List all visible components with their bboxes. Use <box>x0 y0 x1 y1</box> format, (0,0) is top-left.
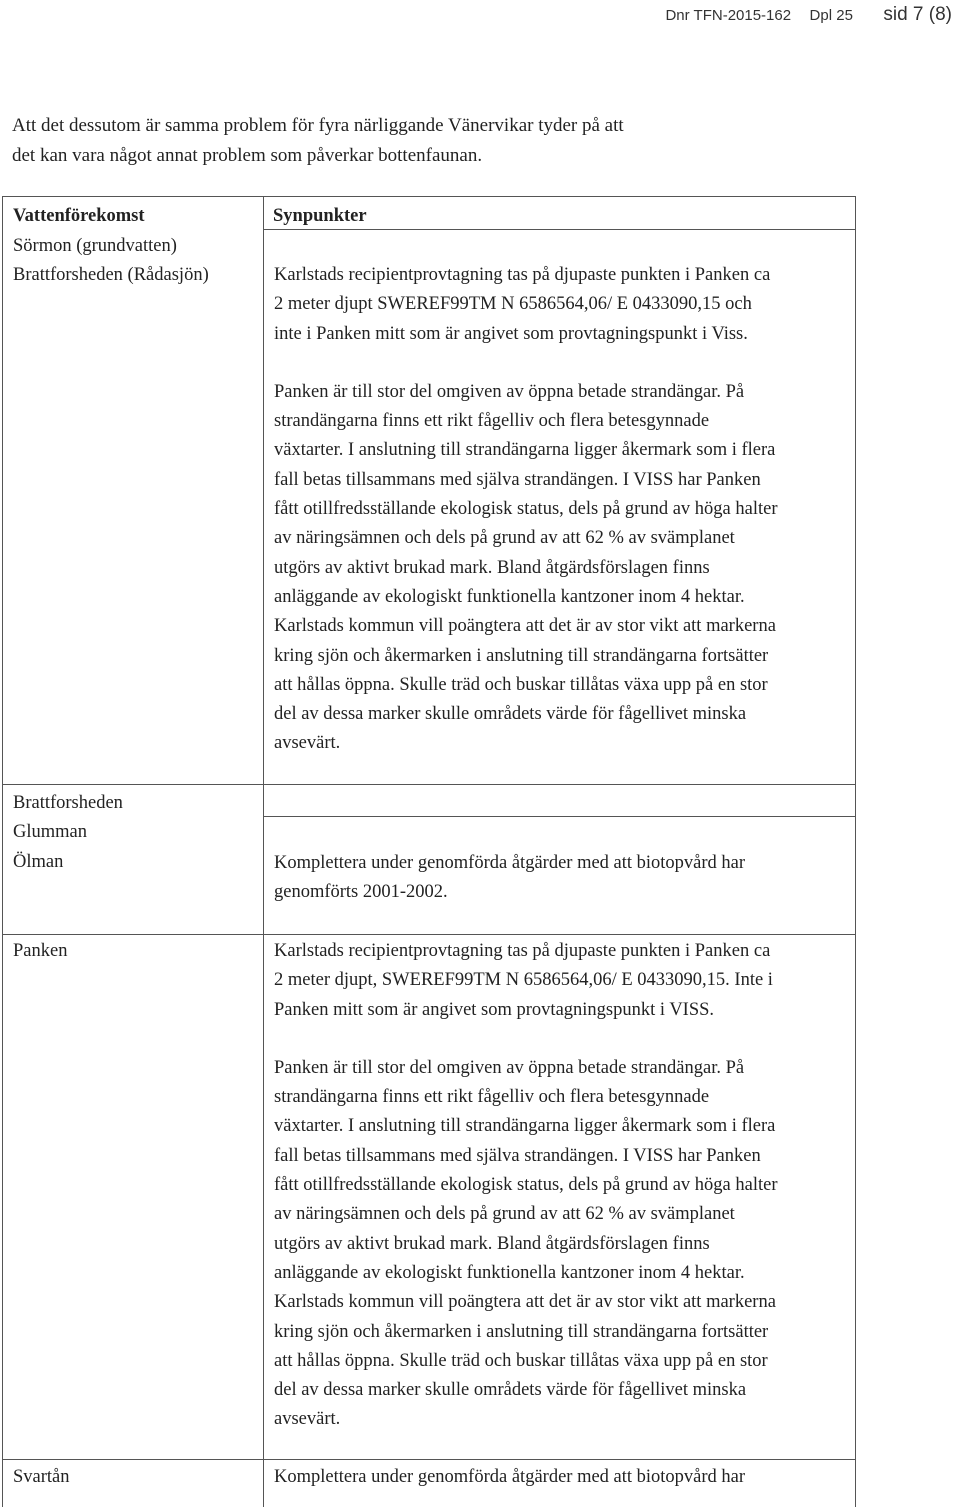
text-line: av näringsämnen och dels på grund av att 62 % av svämplanet <box>274 528 735 549</box>
comment-cell <box>274 849 852 908</box>
column-header-comments: Synpunkter <box>273 206 367 226</box>
water-body-name: Sörmon (grundvatten) <box>13 236 177 256</box>
water-body-name: Glumman <box>13 822 87 843</box>
water-body-cell <box>13 232 257 291</box>
water-body-cell <box>13 789 257 877</box>
text-line: växtarter. I anslutning till strandängarna ligger åkermark som i flera <box>274 440 776 461</box>
page-number: sid 7 (8) <box>883 4 952 25</box>
row-divider <box>263 816 855 817</box>
intro-line: det kan vara något annat problem som påverkar bottenfaunan. <box>12 145 483 166</box>
text-line: del av dessa marker skulle områdets värde för fågellivet minska <box>274 704 747 725</box>
text-line: Karlstads kommun vill poängtera att det är av stor vikt att markerna <box>274 1292 776 1313</box>
comment-cell <box>274 261 852 759</box>
row-divider <box>3 934 855 935</box>
water-body-name: Ölman <box>13 851 64 872</box>
text-line: del av dessa marker skulle områdets värde för fågellivet minska <box>274 1380 747 1401</box>
text-line: inte i Panken mitt som är angivet som provtagningspunkt i Viss. <box>274 323 748 344</box>
comments-table <box>2 196 856 1507</box>
comment-paragraph <box>274 1463 852 1492</box>
text-line: Panken är till stor del omgiven av öppna betade strandängar. På <box>274 1057 745 1078</box>
water-body-name: Svartån <box>13 1467 70 1487</box>
water-body-name: Brattforsheden <box>13 793 123 813</box>
intro-line: Att det dessutom är samma problem för fyra närliggande Vänervikar tyder på att <box>12 115 624 136</box>
text-line: strandängarna finns ett rikt fågelliv och flera betesgynnade <box>274 1087 710 1108</box>
water-body-cell <box>13 1463 257 1492</box>
comment-cell <box>274 937 852 1435</box>
text-line: Karlstads kommun vill poängtera att det är av stor vikt att markerna <box>274 616 776 637</box>
text-line: utgörs av aktivt brukad mark. Bland åtgärdsförslagen finns <box>274 557 710 578</box>
document-section: Dpl 25 <box>809 7 853 24</box>
water-body-name: Panken <box>13 941 68 961</box>
document-number: Dnr TFN-2015-162 <box>665 7 792 24</box>
text-line: Karlstads recipientprovtagning tas på djupaste punkten i Panken ca <box>274 941 771 961</box>
intro-paragraph <box>12 111 812 171</box>
text-line: Panken är till stor del omgiven av öppna betade strandängar. På <box>274 381 745 402</box>
comment-cell <box>274 1463 852 1492</box>
text-line: strandängarna finns ett rikt fågelliv och flera betesgynnade <box>274 411 710 432</box>
text-line: Komplettera under genomförda åtgärder med att biotopvård har <box>274 1467 746 1487</box>
text-line: Komplettera under genomförda åtgärder med att biotopvård har <box>274 853 746 873</box>
text-line: 2 meter djupt, SWEREF99TM N 6586564,06/ E 0433090,15. Inte i <box>274 970 773 991</box>
water-body-name: Brattforsheden (Rådasjön) <box>13 265 209 286</box>
text-line: fall betas tillsammans med själva strandängen. I VISS har Panken <box>274 1145 761 1166</box>
column-divider <box>263 197 264 1507</box>
text-line: av näringsämnen och dels på grund av att 62 % av svämplanet <box>274 1204 735 1225</box>
text-line: utgörs av aktivt brukad mark. Bland åtgärdsförslagen finns <box>274 1233 710 1254</box>
text-line: att hållas öppna. Skulle träd och buskar tillåtas växa upp på en stor <box>274 674 768 695</box>
text-line: Karlstads recipientprovtagning tas på djupaste punkten i Panken ca <box>274 265 771 285</box>
comment-paragraph <box>274 378 852 759</box>
column-header-water-body: Vattenförekomst <box>13 206 145 226</box>
text-line: Panken mitt som är angivet som provtagningspunkt i VISS. <box>274 999 715 1020</box>
text-line: fall betas tillsammans med själva strandängen. I VISS har Panken <box>274 469 761 490</box>
comment-paragraph <box>274 937 852 1025</box>
text-line: anläggande av ekologiskt funktionella kantzoner inom 4 hektar. <box>274 586 745 607</box>
page-header <box>665 4 952 26</box>
text-line: avsevärt. <box>274 1409 341 1430</box>
row-divider <box>3 1459 855 1460</box>
text-line: växtarter. I anslutning till strandängarna ligger åkermark som i flera <box>274 1116 776 1137</box>
comment-paragraph <box>274 261 852 349</box>
text-line: att hållas öppna. Skulle träd och buskar tillåtas växa upp på en stor <box>274 1350 768 1371</box>
water-body-cell <box>13 937 257 966</box>
row-divider <box>3 784 855 785</box>
comment-paragraph <box>274 849 852 908</box>
comment-paragraph <box>274 1054 852 1435</box>
text-line: anläggande av ekologiskt funktionella kantzoner inom 4 hektar. <box>274 1262 745 1283</box>
text-line: kring sjön och åkermarken i anslutning till strandängarna fortsätter <box>274 1321 769 1342</box>
text-line: genomförts 2001-2002. <box>274 882 448 903</box>
text-line: fått otillfredsställande ekologisk status, dels på grund av höga halter <box>274 499 778 520</box>
text-line: fått otillfredsställande ekologisk status, dels på grund av höga halter <box>274 1175 778 1196</box>
text-line: 2 meter djupt SWEREF99TM N 6586564,06/ E 0433090,15 och <box>274 294 752 315</box>
text-line: avsevärt. <box>274 733 341 754</box>
text-line: kring sjön och åkermarken i anslutning till strandängarna fortsätter <box>274 645 769 666</box>
